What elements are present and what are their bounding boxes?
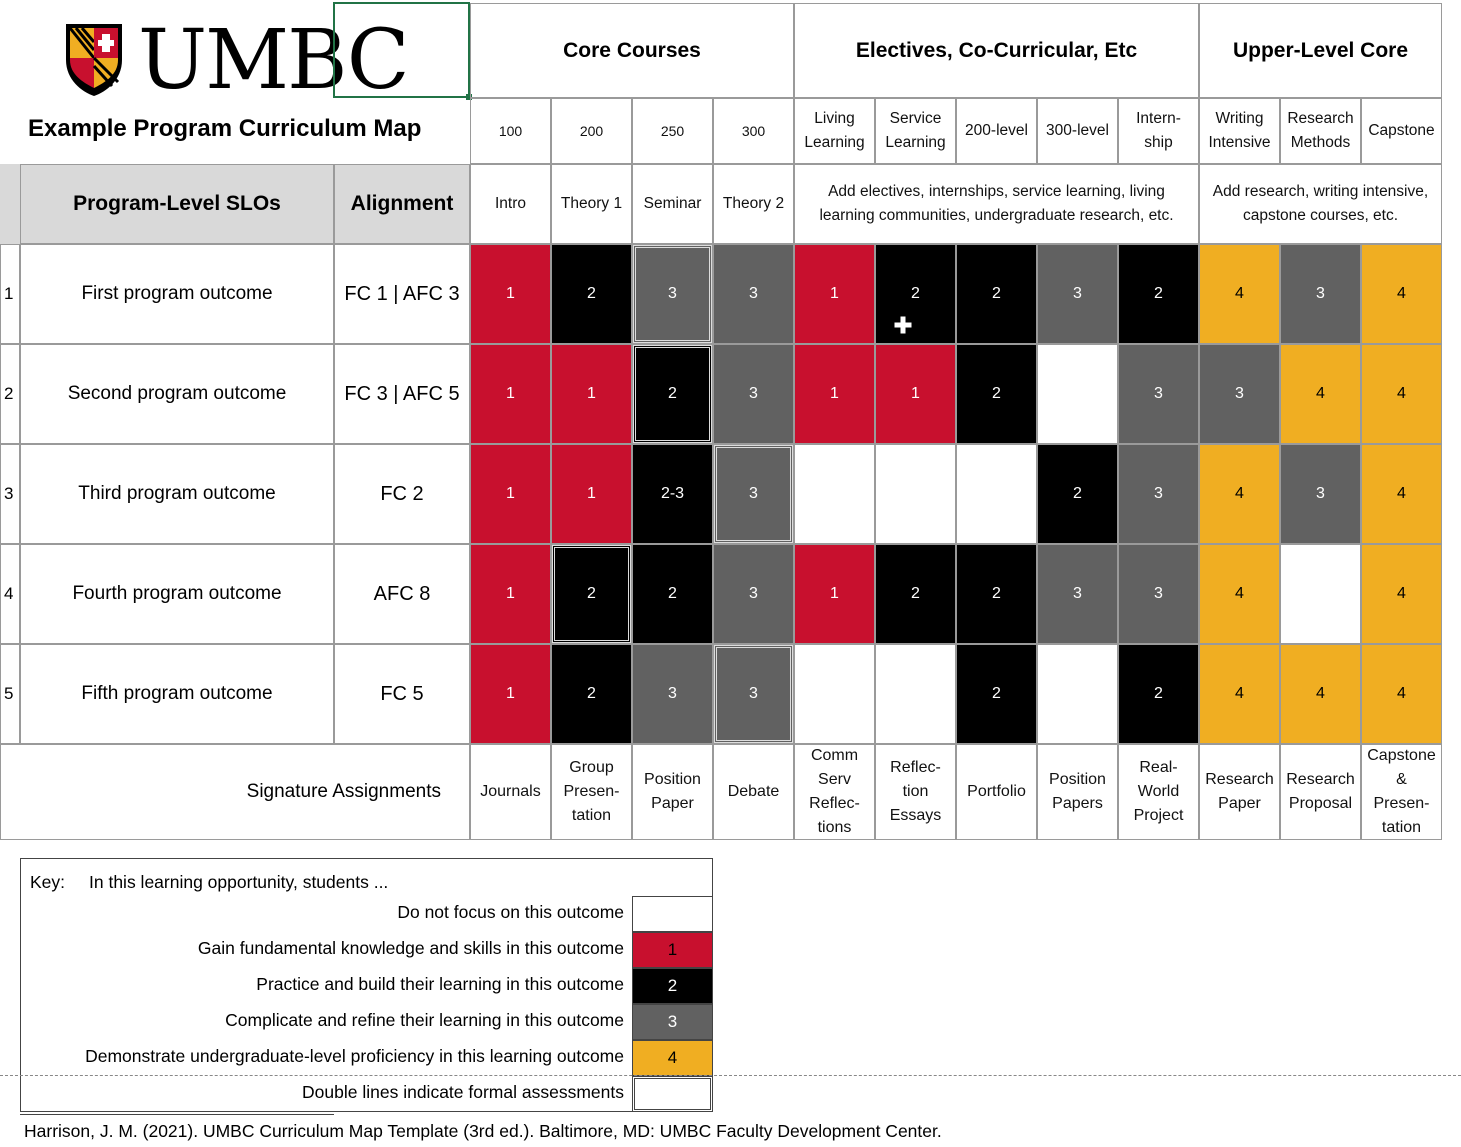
map-cell[interactable] — [956, 444, 1037, 544]
map-cell[interactable]: 3 — [713, 444, 794, 544]
slo-name: First program outcome — [20, 244, 334, 344]
row-number-header — [0, 164, 20, 244]
map-cell[interactable]: 4 — [1361, 244, 1442, 344]
map-cell[interactable] — [1037, 644, 1118, 744]
signature-assignment: Capstone & Presen-tation — [1361, 744, 1442, 840]
map-cell[interactable]: 3 — [713, 244, 794, 344]
key-item-text: Complicate and refine their learning in this outcome — [225, 1010, 624, 1030]
page-break-line — [0, 1075, 1461, 1076]
signature-assignment: Research Proposal — [1280, 744, 1361, 840]
key-swatch: 1 — [632, 932, 713, 968]
map-cell[interactable]: 3 — [713, 344, 794, 444]
upper-note: Add research, writing intensive, capstone courses, etc. — [1199, 164, 1442, 244]
signature-assignment: Research Paper — [1199, 744, 1280, 840]
map-cell[interactable]: 3 — [1118, 544, 1199, 644]
map-cell[interactable]: 2 — [1037, 444, 1118, 544]
column-code-10: Research Methods — [1280, 98, 1361, 164]
column-code-9: Writing Intensive — [1199, 98, 1280, 164]
map-cell[interactable]: 1 — [470, 344, 551, 444]
map-cell[interactable]: 3 — [632, 644, 713, 744]
map-cell[interactable]: 2 — [551, 544, 632, 644]
key-item-text: Do not focus on this outcome — [397, 902, 624, 922]
map-cell[interactable]: 3 — [1037, 244, 1118, 344]
map-cell[interactable]: 1 — [875, 344, 956, 444]
signature-assignment: Real-World Project — [1118, 744, 1199, 840]
key-label: Key: — [30, 872, 66, 892]
key-swatch: 4 — [632, 1040, 713, 1076]
column-code-3: 300 — [713, 98, 794, 164]
key-swatch: 3 — [632, 1004, 713, 1040]
column-code-2: 250 — [632, 98, 713, 164]
row-number: 2 — [0, 344, 20, 444]
column-role-3: Theory 2 — [713, 164, 794, 244]
map-cell[interactable] — [1280, 544, 1361, 644]
column-code-4: Living Learning — [794, 98, 875, 164]
key-item-text: Demonstrate undergraduate-level proficiency in this learning outcome — [85, 1046, 624, 1066]
map-cell[interactable]: 3 — [1118, 444, 1199, 544]
group-core-courses: Core Courses — [470, 3, 794, 98]
logo-wordmark: UMBC — [138, 13, 408, 108]
map-cell[interactable]: 4 — [1280, 344, 1361, 444]
map-cell[interactable]: 4 — [1280, 644, 1361, 744]
signature-assignment: Position Papers — [1037, 744, 1118, 840]
map-cell[interactable]: 4 — [1361, 444, 1442, 544]
citation: Harrison, J. M. (2021). UMBC Curriculum Map Template (3rd ed.). Baltimore, MD: UMBC Faculty Development Center. — [24, 1121, 942, 1141]
map-cell[interactable]: 4 — [1361, 344, 1442, 444]
map-cell[interactable]: 2 — [875, 244, 956, 344]
map-cell[interactable]: 2 — [551, 644, 632, 744]
map-cell[interactable]: 1 — [551, 344, 632, 444]
key-item-text: Practice and build their learning in this outcome — [256, 974, 624, 994]
signature-assignment: Portfolio — [956, 744, 1037, 840]
column-role-1: Theory 1 — [551, 164, 632, 244]
column-code-1: 200 — [551, 98, 632, 164]
row-number: 3 — [0, 444, 20, 544]
map-cell[interactable]: 2 — [956, 244, 1037, 344]
map-cell[interactable]: 1 — [470, 244, 551, 344]
signature-label: Signature Assignments — [0, 744, 470, 840]
map-cell[interactable]: 2 — [956, 344, 1037, 444]
signature-assignment: Group Presen-tation — [551, 744, 632, 840]
map-cell[interactable]: 3 — [713, 644, 794, 744]
alignment-value: FC 5 — [334, 644, 470, 744]
key-item-text: Gain fundamental knowledge and skills in this outcome — [197, 938, 624, 958]
map-cell[interactable] — [875, 644, 956, 744]
map-cell[interactable]: 4 — [1199, 544, 1280, 644]
elective-note: Add electives, internships, service learning, living learning communities, undergraduate research, etc. — [794, 164, 1199, 244]
map-cell[interactable]: 3 — [713, 544, 794, 644]
map-cell[interactable]: 3 — [1199, 344, 1280, 444]
map-cell[interactable]: 1 — [470, 444, 551, 544]
map-cell[interactable]: 1 — [551, 444, 632, 544]
key-swatch — [632, 1076, 713, 1112]
citation-rule — [20, 1114, 334, 1115]
map-cell[interactable]: 1 — [470, 544, 551, 644]
map-cell[interactable]: 1 — [794, 544, 875, 644]
map-cell[interactable]: 2 — [632, 544, 713, 644]
slo-header: Program-Level SLOs — [20, 164, 334, 244]
alignment-value: AFC 8 — [334, 544, 470, 644]
map-cell[interactable]: 1 — [794, 244, 875, 344]
map-cell[interactable]: 4 — [1199, 444, 1280, 544]
map-cell[interactable]: 2 — [632, 344, 713, 444]
map-cell[interactable]: 1 — [470, 644, 551, 744]
map-cell[interactable]: 3 — [632, 244, 713, 344]
shield-icon — [62, 20, 126, 98]
map-cell[interactable] — [794, 444, 875, 544]
column-code-8: Intern-ship — [1118, 98, 1199, 164]
map-cell[interactable]: 2 — [875, 544, 956, 644]
map-cell[interactable] — [794, 644, 875, 744]
map-cell[interactable] — [1037, 344, 1118, 444]
selected-cell-outline[interactable] — [333, 2, 470, 98]
map-cell[interactable]: 2 — [1118, 244, 1199, 344]
signature-assignment: Journals — [470, 744, 551, 840]
key-item-text: Double lines indicate formal assessments — [302, 1082, 624, 1102]
map-cell[interactable]: 2 — [956, 544, 1037, 644]
signature-assignment: Reflec-tion Essays — [875, 744, 956, 840]
map-cell[interactable]: 4 — [1199, 244, 1280, 344]
map-cell[interactable]: 2 — [551, 244, 632, 344]
slo-name: Second program outcome — [20, 344, 334, 444]
column-code-5: Service Learning — [875, 98, 956, 164]
column-role-2: Seminar — [632, 164, 713, 244]
column-code-6: 200-level — [956, 98, 1037, 164]
slo-name: Fifth program outcome — [20, 644, 334, 744]
key-intro: In this learning opportunity, students ... — [89, 872, 389, 892]
column-role-0: Intro — [470, 164, 551, 244]
alignment-value: FC 1 | AFC 3 — [334, 244, 470, 344]
group-electives: Electives, Co-Curricular, Etc — [794, 3, 1199, 98]
signature-assignment: Comm Serv Reflec-tions — [794, 744, 875, 840]
map-cell[interactable]: 2-3 — [632, 444, 713, 544]
group-upper-level: Upper-Level Core — [1199, 3, 1442, 98]
page-title: Example Program Curriculum Map — [28, 115, 422, 142]
map-cell[interactable]: 3 — [1280, 444, 1361, 544]
alignment-value: FC 2 — [334, 444, 470, 544]
map-cell[interactable]: 2 — [1118, 644, 1199, 744]
row-number: 1 — [0, 244, 20, 344]
map-cell[interactable]: 4 — [1361, 544, 1442, 644]
slo-name: Third program outcome — [20, 444, 334, 544]
map-cell[interactable] — [875, 444, 956, 544]
signature-assignment: Position Paper — [632, 744, 713, 840]
alignment-value: FC 3 | AFC 5 — [334, 344, 470, 444]
key-swatch: 2 — [632, 968, 713, 1004]
column-code-11: Capstone — [1361, 98, 1442, 164]
alignment-header: Alignment — [334, 164, 470, 244]
row-number: 5 — [0, 644, 20, 744]
map-cell[interactable]: 2 — [956, 644, 1037, 744]
map-cell[interactable]: 3 — [1118, 344, 1199, 444]
slo-name: Fourth program outcome — [20, 544, 334, 644]
row-number: 4 — [0, 544, 20, 644]
key-swatch — [632, 896, 713, 932]
signature-assignment: Debate — [713, 744, 794, 840]
column-code-7: 300-level — [1037, 98, 1118, 164]
map-cell[interactable]: 1 — [794, 344, 875, 444]
map-cell[interactable]: 3 — [1037, 544, 1118, 644]
map-cell[interactable]: 4 — [1361, 644, 1442, 744]
crosshair-cursor-icon — [893, 315, 913, 335]
map-cell[interactable]: 4 — [1199, 644, 1280, 744]
column-code-0: 100 — [470, 98, 551, 164]
map-cell[interactable]: 3 — [1280, 244, 1361, 344]
